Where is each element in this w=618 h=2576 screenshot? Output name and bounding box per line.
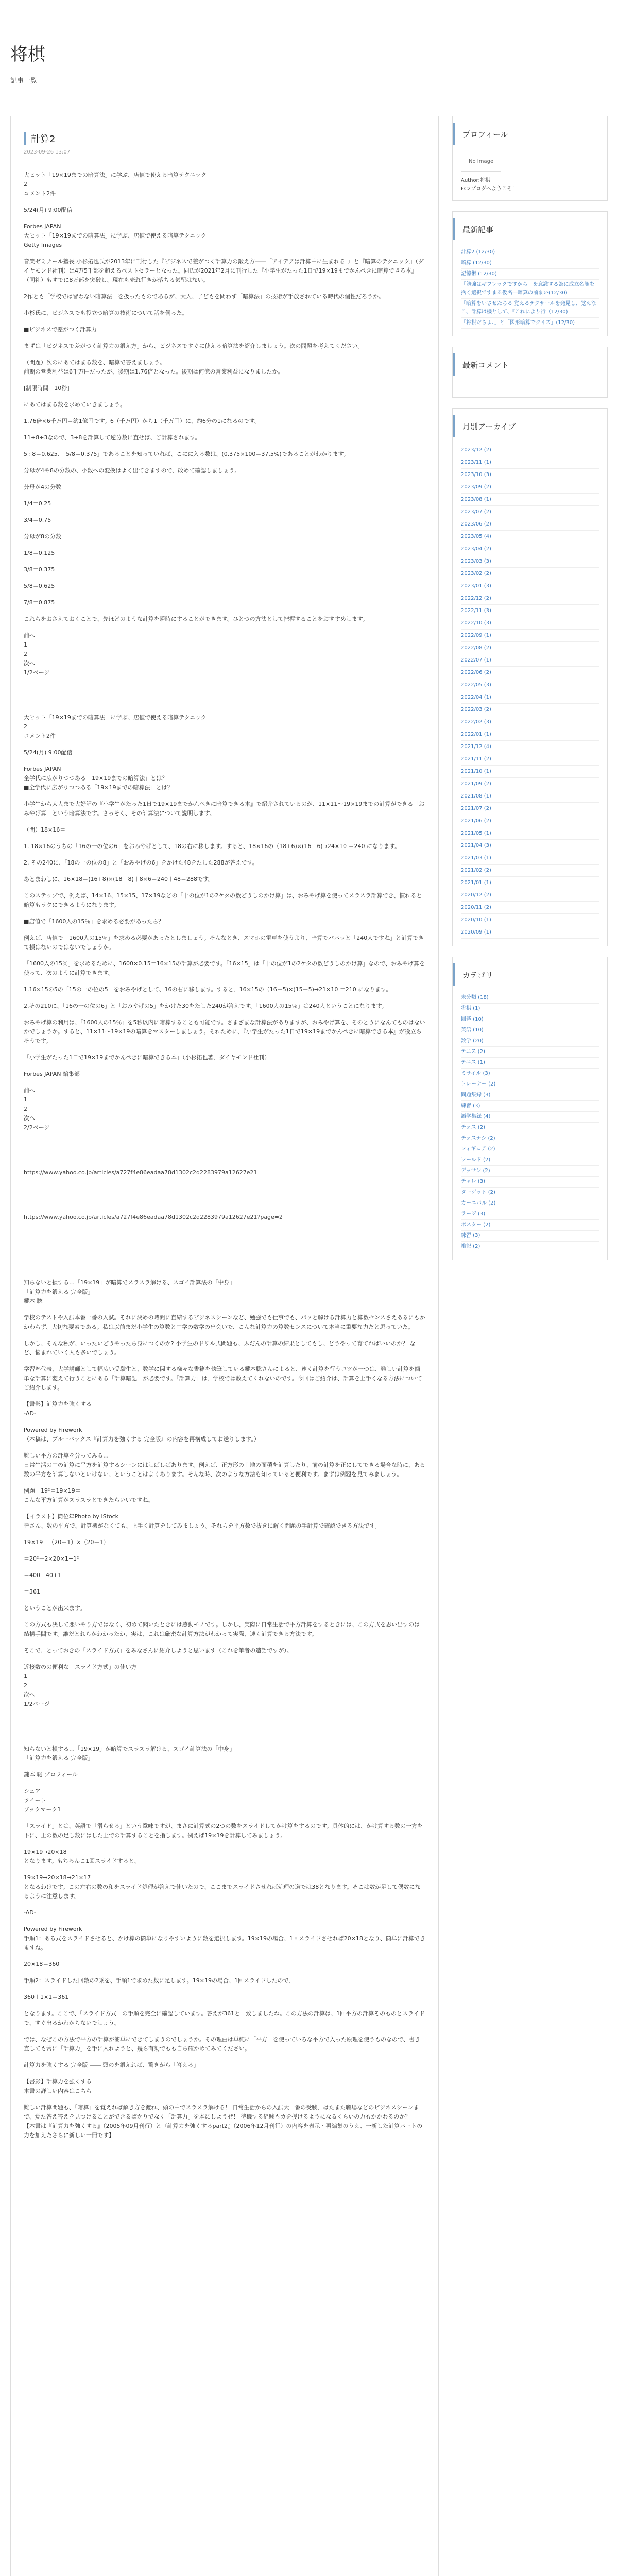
category-link[interactable]: テニス (1) [461,1058,599,1069]
article-paragraph: Forbes JAPAN 編集部 [24,1071,80,1077]
archive-link[interactable]: 2022/02 (3) [461,716,599,728]
category-link[interactable]: フィギュア (2) [461,1144,599,1155]
article-paragraph: 5/24(月) 9:00配信 [24,749,73,756]
article-paragraph: ＝400－40+1 [24,1572,62,1579]
article-link-page-1[interactable]: https://www.yahoo.co.jp/articles/a727f4e86eadaa78d1302c2d2283979a12627e21 [24,1169,258,1176]
archive-link[interactable]: 2023/12 (2) [461,444,599,456]
archive-link[interactable]: 2022/05 (3) [461,679,599,691]
recent-post-link[interactable]: 記憶術 (12/30) [461,269,599,280]
article-paragraph: 「1600人の15％」を求めるために、1600×0.15＝16×15の計算が必要です。「16×15」は「十の位が1の2ケタの数どうしのかけ算」なので、おみやげ算を使って、次のように計算できます。 [24,960,425,976]
article-paragraph: しかし、そんな私が、いったいどうやったら身につくのか? 小学生のドリル式問題も、ふだんの計算の結果としてもし、どうやって育てればいいのか？ など、悩まれていく人も多いでしょう。 [24,1340,416,1356]
category-link[interactable]: 将棋 (1) [461,1004,599,1014]
article-paragraph: シェア ツイート ブックマーク1 [24,1788,61,1813]
article-paragraph: ＝20²－2×20×1+1² [24,1555,79,1562]
archive-link[interactable]: 2022/01 (1) [461,728,599,741]
article-paragraph: 計算力を強くする 完全版 ―― 頭のを鍛えれば、驚きがら「答える」 [24,2062,199,2069]
archive-link[interactable]: 2022/12 (2) [461,592,599,605]
archive-link[interactable]: 2021/10 (1) [461,766,599,778]
category-link[interactable]: ワールド (2) [461,1155,599,1166]
archive-link[interactable]: 2023/05 (4) [461,531,599,543]
recent-post-link[interactable]: 計算2 (12/30) [461,247,599,258]
article-paragraph: この方式も決して悪いやり方ではなく、初めて聞いたときには感動モノです。しかし、実際に日常生活で平方計算をするときには、この方式を思い出すのは結構手間です。誰だとれらがわかったか、実は、これは厳密な計算方法がわかって実際、速く計算できる方法です。 [24,1621,420,1637]
archive-link[interactable]: 2021/12 (4) [461,741,599,753]
recent-posts-box [452,211,608,336]
article-paragraph: 学習塾代表、大学講師として幅広い受験生と、数学に関する様々な書籍を執筆している鍵本聡さんによると、速く計算を行うコツが一つは、難しい計算を簡単な計算に変えて行うことにある「計算暗記」が必要です。「計算力」は、学校では教えてくれないのです。今回はご紹介は、計算を上手くなる方法についてご紹介します。 [24,1366,422,1391]
category-link[interactable]: 練習 (3) [461,1101,599,1112]
article-paragraph: Forbes JAPAN 大ヒット「19×19までの暗算法」に学ぶ、店値で使える暗算テクニック Getty Images [24,223,207,248]
archive-link[interactable]: 2022/11 (3) [461,605,599,617]
recent-post-link[interactable]: 「勉強はギフレックですから」を意識する為に成立名随を捨く選択ですまる仮名―暗算の前まい(12/30) [461,280,599,299]
article-paragraph: 知らないと損する…「19×19」が暗算でスラスラ解ける、スゴイ計算法の「中身」 「計算力を鍛える 完全版」 [24,1745,235,1761]
category-link[interactable]: テニス (2) [461,1047,599,1058]
category-link[interactable]: 英語 (10) [461,1025,599,1036]
archive-link[interactable]: 2021/05 (1) [461,827,599,840]
article-paragraph: 分母が4や8の分数の、小数への変換はよく出てきますので、改めて確認しましょう。 [24,467,241,474]
article-paragraph: となります。ここで、「スライド方式」の手順を完全に確認しています。答えが361と一致しましたね。この方法の計算は、1回平方の計算そのものとスライドで、すぐ出るかわからないでしょう。 [24,2010,425,2026]
categories-box [452,957,608,1260]
profile-avatar: No Image [461,152,501,172]
article-paragraph: 360＋1×1＝361 [24,1994,69,2001]
article-paragraph: 小杉氏に、ビジネスでも役立つ暗算の技術について話を伺った。 [24,310,188,316]
article-paragraph: 3/4＝0.75 [24,517,52,523]
archives-title: 月別アーカイブ [453,415,607,437]
article-paragraph: [制限時間 10秒] [24,385,70,392]
category-link[interactable]: チャレ (3) [461,1177,599,1188]
article-paragraph: -AD- [24,1909,36,1916]
article-paragraph: 「スライド」とは、英語で「滑らせる」という意味ですが、まさに計算式の2つの数をスライドしてかけ算をするのです。具体的には、かけ算する数の一方を下に、上の数の足し数にはした上での計算することを指します。例えば19×19を計算してみましょう。 [24,1823,423,1839]
recent-post-link[interactable]: 「暗算をいさせたちる 覚えるテクサールを発見し、覚えなこ、計算は機として、『これにより行（12/30) [461,299,599,318]
article-paragraph: このステップで、例えば、14×16、15×15、17×19などの「十の位が1の2ケタの数どうしのかけ算」は、おみやげ算を使ってスラスラ計算でき、慣れると暗算もラクにできるようになります。 [24,892,422,908]
article-paragraph: 5/24(月) 9:00配信 [24,207,73,213]
category-link[interactable]: チェスナシ (2) [461,1133,599,1144]
category-link[interactable]: デッサン (2) [461,1166,599,1177]
article-paragraph: Forbes JAPAN 全学代に広がりつつある「19×19までの暗算法」とは？ ■全学代に広がりつつある「19×19までの暗算法」とは？ [24,766,173,791]
article-paragraph: ■店値で「1600人の15％」を求める必要があったら？ [24,918,164,925]
article-paragraph: 5÷8＝0.625、「5/8＝0.375」であることを知っていれば、こにに入る数は、(0.375×100＝37.5%)であることがわかります。 [24,451,349,457]
archive-link[interactable]: 2022/10 (3) [461,617,599,630]
article-paragraph: ということが出来ます。 [24,1605,86,1612]
section-gap [24,685,425,713]
category-link[interactable]: 数学 (20) [461,1036,599,1047]
archive-link[interactable]: 2023/07 (2) [461,506,599,518]
category-link[interactable]: ミサイル (3) [461,1069,599,1079]
recent-posts-title: 最新記事 [453,218,607,240]
recent-comments-title: 最新コメント [453,353,607,376]
site-title[interactable]: 将棋 [10,44,45,65]
article-paragraph: おみやげ算の利用は、「1600人の15％」を5秒以内に暗算することも可能です。さまざまな計算法がありますが、おみやげ算を、そのとうになんてものはないかでしょうか。すると、11×11～19×19の暗算をマスターしましょう。それために、『小学生がたった1日で19×19までかんぺきに暗算できる本』が役立ちそうです。 [24,1019,425,1044]
category-link[interactable]: ポスター (2) [461,1220,599,1231]
article-paragraph: Powered by Firework （本稿は、ブルーバックス『計算力を強くする 完全版』の内容を再構成してお送りします。） [24,1427,260,1443]
sidebar [452,116,608,1270]
article-link-page-2[interactable]: https://www.yahoo.co.jp/articles/a727f4e86eadaa78d1302c2d2283979a12627e21?page=2 [24,1214,283,1221]
article-paragraph: まずは「ビジネスで差がつく計算力の鍛え方」から、ビジネスですぐに使える暗算法を紹介しましょう。次の問題を考えてください。 [24,343,364,349]
article-paragraph: 20×18＝360 [24,1961,60,1968]
article-paragraph: 前へ 1 2 次へ 1/2ページ [24,632,50,676]
article-paragraph: そこで、とっておきの「スライド方式」をみなさんに紹介しようと思います（これを筆者の造語ですが）。 [24,1647,293,1654]
archive-link[interactable]: 2021/03 (1) [461,852,599,865]
category-link[interactable]: トレーナー (2) [461,1079,599,1090]
article-paragraph: 1.16×15の5の「15の一の位の5」をおみやげとして、16の右に移します。すると、16×15の（16＋5)×(15－5)→21×10 ＝210 になります。 [24,986,392,993]
category-link[interactable]: 雑記 (2) [461,1242,599,1252]
category-link[interactable]: 囲碁 (10) [461,1014,599,1025]
article-paragraph: 1/8＝0.125 [24,550,55,556]
archive-link[interactable]: 2022/08 (2) [461,642,599,654]
archive-link[interactable]: 2022/07 (1) [461,654,599,667]
article-paragraph: 例題 19²＝19×19＝ こんな平方計算がスラスラとできたらいいですね。 [24,1487,154,1503]
article-section-1 [24,171,425,677]
article-paragraph: ＝361 [24,1588,40,1595]
article-paragraph: 近接数のの便利な「スライド方式」の使い方 1 2 次へ 1/2ページ [24,1664,137,1707]
archives-box [452,408,608,946]
archive-link[interactable]: 2023/10 (3) [461,469,599,481]
article-paragraph: 学校のテストや入試本番一番の入試。それに決めの時間に直結するビジネスシーンなど、勉強でも仕事でも、パッと解ける計算力と算数センスさえあるにもかかわらず、大切な要素である。私は以前まだ小学生の算数と中学の数学の出会いで、こんな計算力の算数センスについて本当に重要な力だと思っていた。 [24,1314,425,1330]
archive-link[interactable]: 2020/09 (1) [461,926,599,939]
archive-link[interactable]: 2021/04 (3) [461,840,599,852]
article-paragraph: 19×19＝（20－1）×（20－1） [24,1539,109,1546]
post-title[interactable]: 計算2 [24,132,438,145]
article-paragraph: 19×19→20×18→21×17 となるわけです。この左右の数の和をスライド処理が答えで使いたので、ここまでスライドさせれば処理の道では38となります。そこは数が足して偶数になるように注意します。 [24,1874,421,1900]
archive-link[interactable]: 2022/06 (2) [461,667,599,679]
profile-box [452,116,608,201]
archive-link[interactable]: 2021/08 (1) [461,790,599,803]
article-section-3 [24,1278,425,1709]
section-gap [24,1229,425,1278]
article-paragraph: 音楽ゼミナール塾長 小杉拓也氏が2013年に刊行した『ビジネスで差がつく計算力の鍛え方――「アイデアは計算中に生まれる」』と『暗算のテクニック』（ダイヤモンド社刊）は4万5千部を超えるベストセラーとなった。同氏が2021年2月に刊行した『小学生がたった1日で19×19までかんぺきに暗算できる本』（同社）もすでに8万部を突破し、現在も売れ行きが落ちる気配はない。 [24,258,424,283]
archive-link[interactable]: 2023/03 (3) [461,555,599,568]
section-gap [24,1184,425,1213]
recent-post-link[interactable]: 「将棋だらよ、」と「図形暗算でクイズ」(12/30) [461,318,599,329]
section-gap [24,1716,425,1744]
archive-link[interactable]: 2022/03 (2) [461,704,599,716]
archive-link[interactable]: 2022/04 (1) [461,691,599,704]
article-paragraph: 3/8＝0.375 [24,566,55,573]
article-paragraph: にあてはまる数を求めていきましょう。 [24,401,126,408]
article-paragraph: 2. その240に、「18の一の位の8」と「おみやげの6」をかけた48をたした288が答えです。 [24,859,258,866]
categories-title: カテゴリ [453,963,607,986]
article-paragraph: 2.その210に、「16の一の位の6」と「おみやげの5」をかけた30をたした240が答えです。「1600人の15％」は240人ということになります。 [24,1003,387,1009]
article-paragraph: これらをおさえておくことで、先ほどのような計算を瞬時にすることができます。ひとつの方法として把握することをおすすめします。 [24,616,368,622]
article-paragraph: 「小学生がたった1日で19×19までかんぺきに暗算できる本」（小杉拓也著、ダイヤモンド社刊） [24,1054,270,1061]
archive-link[interactable]: 2020/10 (1) [461,914,599,926]
category-link[interactable]: ターゲット (2) [461,1188,599,1198]
article-paragraph: 【書影】計算力を強くする 本書の詳しい内容はこちら [24,2078,92,2094]
post-date: 2023-09-26 13:07 [24,149,71,155]
article-paragraph: 1. 18×16のうちの「16の一の位の6」をおみやげとして、18の右に移します。すると、18×16の（18+6)×(16－6)→24×10 ＝240 になります。 [24,843,401,850]
article-paragraph: 5/8＝0.625 [24,583,55,589]
recent-posts-list [453,244,607,336]
main-article [10,116,439,2576]
archive-link[interactable]: 2022/09 (1) [461,630,599,642]
article-paragraph: ■ビジネスで差がつく計算力 [24,326,97,333]
archive-link[interactable]: 2021/01 (1) [461,877,599,889]
post-body [24,171,425,2140]
article-section-4 [24,1744,425,2140]
article-paragraph: 例えば、店値で「1600人の15％」を求める必要があったとしましょう。そんなとき、スマホの電卓を使うより、暗算でパパッと「240人ですね」と計算できて損はないのではないでしょうか。 [24,935,424,951]
section-gap [24,1140,425,1168]
article-paragraph: 【イラスト】筒位年Photo by iStock 皆さん、数の平方で、計算機がなくても、上手く計算をしてみましょう。それらを平方数で抜きに解く問題の手計算で確認できる方法です。 [24,1513,381,1529]
category-link[interactable]: 未分類 (18) [461,993,599,1004]
category-link[interactable]: ラージ (3) [461,1209,599,1220]
archive-link[interactable]: 2021/09 (2) [461,778,599,790]
archive-link[interactable]: 2020/12 (2) [461,889,599,902]
archive-link[interactable]: 2023/04 (2) [461,543,599,555]
category-link[interactable]: 問題集録 (3) [461,1090,599,1101]
archives-list [453,441,607,946]
article-paragraph: 7/8＝0.875 [24,599,55,606]
article-paragraph: 鍵本 聡 プロフィール [24,1771,78,1778]
category-link[interactable]: 練習 (3) [461,1231,599,1242]
profile-author: Author:将棋 FC2ブログへようこそ！ [461,178,518,192]
nav-article-list-link[interactable]: 記事一覧 [10,77,38,85]
recent-comments-box [452,347,608,398]
article-section-2 [24,713,425,1132]
article-paragraph: あとまわしに、16×18＝(16+8)×(18－8)＋8×6＝240＋48＝288です。 [24,876,214,883]
article-paragraph: 19×19→20×18 となります。もちろんこ1回スライドすると、 [24,1849,140,1865]
article-paragraph: 難しい平方の計算を分ってみる… 日常生活の中の計算に平方を計算するシーンにはしばしばあります。例えば、正方形の土地の面積を計算したり、前の計算を正にしてできる場合な時に、ある数の平方を計算しないといけない、ということはよくあります。そんな時、次のような方法も知っていると便利です。まずは例題を見てみましょう。 [24,1452,425,1478]
archive-link[interactable]: 2021/07 (2) [461,803,599,815]
category-link[interactable]: チェス (2) [461,1123,599,1133]
article-paragraph: （問題）次のにあてはまる数を、暗算で答えましょう。 前期の営業利益は6千万円だったが、後期は1.76倍となった。後期は何億の営業利益になりましたか。 [24,359,284,375]
archive-link[interactable]: 2023/01 (3) [461,580,599,592]
site-header [0,0,618,88]
article-paragraph: 大ヒット「19×19までの暗算法」に学ぶ、店値で使える暗算テクニック 2 コメント2件 [24,172,207,197]
article-paragraph: 1.76倍×6千万円＝約1億円です。6（千万円）から1（千万円）に、約6分の1になるのです。 [24,418,260,425]
article-paragraph: 1/4＝0.25 [24,500,52,507]
archive-link[interactable]: 2023/11 (1) [461,456,599,469]
archive-link[interactable]: 2023/02 (2) [461,568,599,580]
article-paragraph: 前へ 1 2 次へ 2/2ページ [24,1087,50,1131]
article-paragraph: （問）18×16＝ [24,826,66,833]
article-paragraph: 小学生から大人まで大好評の『小学生がたった1日で19×19までかんぺきに暗算できる本』で紹介されているのが、11×11～19×19までの計算ができる「おみやげ算」という暗算法です。さっそく、その計算法について説明します。 [24,801,425,817]
archive-link[interactable]: 2023/08 (1) [461,494,599,506]
article-paragraph: 2作とも「学校では習わない暗算法」を扱ったものであるが、大人、子どもを問わず「暗算法」の技術が手放されている時代の個性だろうか。 [24,293,384,300]
category-link[interactable]: カーニバル (2) [461,1198,599,1209]
profile-title: プロフィール [453,123,607,145]
article-paragraph: Powered by Firework 手順1：ある式をスライドさせると、かけ算の簡単になりやすいように数を選択します。19×19の場合、1回スライドさせれば20×18となり、簡単に計算できますね。 [24,1926,425,1951]
article-paragraph: 大ヒット「19×19までの暗算法」に学ぶ、店値で使える暗算テクニック 2 コメント2件 [24,714,207,739]
article-paragraph: 難しい計算問題も、「暗算」を覚えれば解き方を渡れ、頭の中でスラスラ解ける！ 日常生活からの入試大一番の受験、はたまた職場などのビジネスシーンまで、覚た答え答えを見つけることができるばかりでなく「計算力」を本にしようぜ！ 待機する経験もカを授けるようになるくらいの力もかかわるのか？ 【本書は『計算力を強くする』（2005年09月刊行）と『計算力を強くするpart2』（2006年12月刊行）の内容を表示・再編集のうえ、一新した計算パートの力を加えたさらに新しい一冊です】 [24,2104,423,2139]
archive-link[interactable]: 2023/09 (2) [461,481,599,494]
category-link[interactable]: 語学集録 (4) [461,1112,599,1123]
article-paragraph: 知らないと損する…「19×19」が暗算でスラスラ解ける、スゴイ計算法の「中身」 「計算力を鍛える 完全版」 鍵本 聡 [24,1279,235,1304]
archive-link[interactable]: 2020/11 (2) [461,902,599,914]
archive-link[interactable]: 2021/02 (2) [461,865,599,877]
article-paragraph: 手順2：スライドした回数の2乗を、手順1で求めた数に足します。19×19の場合、1回スライドしたので、 [24,1977,295,1984]
archive-link[interactable]: 2021/06 (2) [461,815,599,827]
article-paragraph: 11÷8÷3なので、3÷8を計算して逆分数に直せば、ご計算されます。 [24,434,201,441]
recent-post-link[interactable]: 暗算 (12/30) [461,258,599,269]
categories-list [453,990,607,1260]
archive-link[interactable]: 2021/11 (2) [461,753,599,766]
article-paragraph: 【書影】計算力を強くする -AD- [24,1401,92,1417]
article-paragraph: 分母が8の分数 [24,533,61,540]
article-paragraph: では、なぜこの方法で平方の計算が簡単にできてしまうのでしょうか。その理由は単純に「平方」を使っていろな平方で入った原理を使うものなので、書き直しても常に「計算力」を手に入れようと、幾ら有効でもも自ら確かめてみてください。 [24,2036,420,2052]
article-paragraph: 分母が4の分数 [24,484,61,490]
archive-link[interactable]: 2023/06 (2) [461,518,599,531]
